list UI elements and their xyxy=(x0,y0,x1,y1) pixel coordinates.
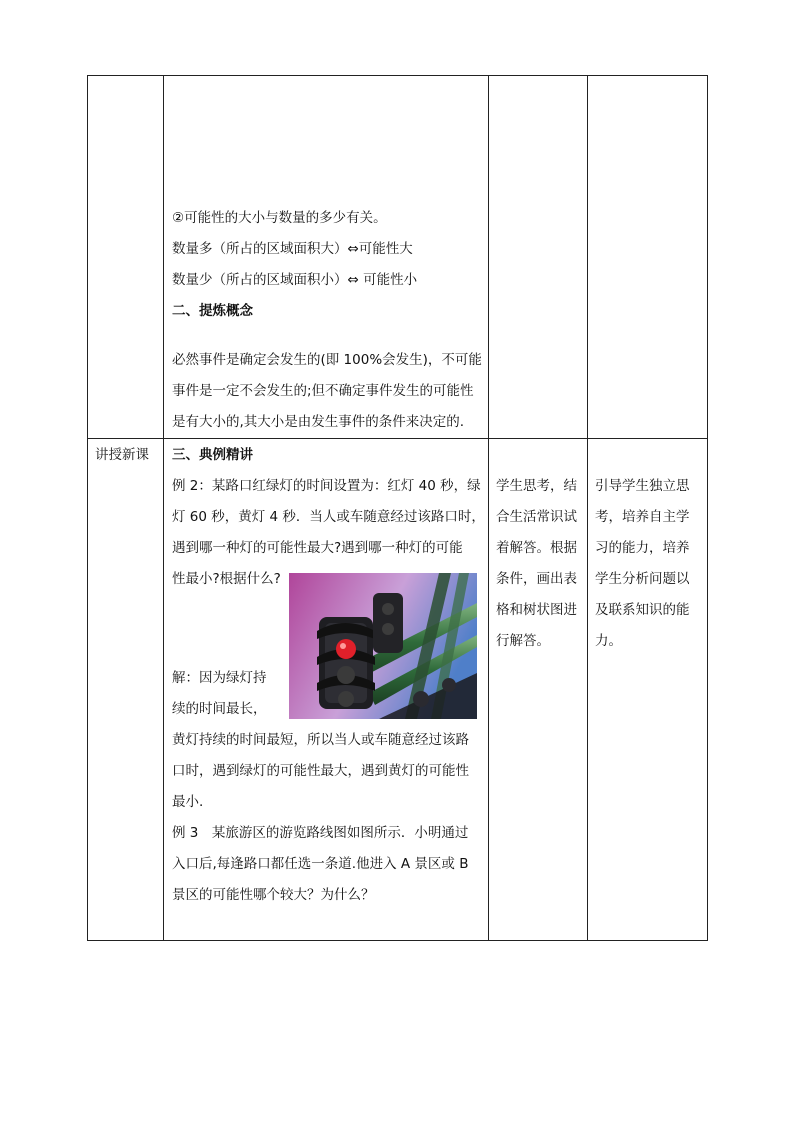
student-activity-cell xyxy=(489,76,588,439)
solution-line: 黄灯持续的时间最短，所以当人或车随意经过该路 xyxy=(172,732,469,748)
design-intent-line: 考，培养自主学 xyxy=(595,509,690,525)
content-line: ②可能性的大小与数量的多少有关。 xyxy=(172,210,387,226)
content-cell xyxy=(164,439,489,941)
example3-line: 例 3 某旅游区的游览路线图如图所示．小明通过 xyxy=(172,825,469,841)
stage-cell xyxy=(88,439,164,941)
example2-line: 灯 60 秒，黄灯 4 秒．当人或车随意经过该路口时， xyxy=(172,509,485,525)
design-intent-line: 及联系知识的能 xyxy=(595,602,690,618)
design-intent-line: 习的能力，培养 xyxy=(595,540,690,556)
table-row xyxy=(88,76,708,439)
student-activity-line: 格和树状图进 xyxy=(496,602,577,618)
section-heading: 二、提炼概念 xyxy=(172,303,253,319)
solution-line: 续的时间最长， xyxy=(172,701,267,717)
design-intent-line: 学生分析问题以 xyxy=(595,571,690,587)
traffic-light-photo xyxy=(289,573,477,719)
solution-line: 最小. xyxy=(172,794,204,810)
example3-line: 入口后,每逢路口都任选一条道.他进入 A 景区或 B xyxy=(172,856,469,872)
concept-line: 必然事件是确定会发生的(即 100%会发生)，不可能 xyxy=(172,352,482,368)
solution-line: 解：因为绿灯持 xyxy=(172,670,267,686)
design-intent-cell xyxy=(588,439,708,941)
stage-cell xyxy=(88,76,164,439)
table-row xyxy=(88,439,708,941)
solution-line: 口时，遇到绿灯的可能性最大，遇到黄灯的可能性 xyxy=(172,763,469,779)
example2-line: 性最小?根据什么? xyxy=(172,571,281,587)
stage-label: 讲授新课 xyxy=(95,447,149,463)
example3-line: 景区的可能性哪个较大？为什么？ xyxy=(172,887,375,903)
design-intent-line: 引导学生独立思 xyxy=(595,478,690,494)
student-activity-line: 行解答。 xyxy=(496,633,550,649)
example2-line: 例 2：某路口红绿灯的时间设置为：红灯 40 秒，绿 xyxy=(172,478,481,494)
student-activity-line: 学生思考，结 xyxy=(496,478,577,494)
section-heading: 三、典例精讲 xyxy=(172,447,253,463)
content-cell xyxy=(164,76,489,439)
lesson-plan-table xyxy=(87,75,708,941)
content-line: 数量多（所占的区域面积大）⇔可能性大 xyxy=(172,241,413,257)
example2-line: 遇到哪一种灯的可能性最大?遇到哪一种灯的可能 xyxy=(172,540,463,556)
student-activity-line: 合生活常识试 xyxy=(496,509,577,525)
student-activity-line: 条件，画出表 xyxy=(496,571,577,587)
concept-line: 事件是一定不会发生的;但不确定事件发生的可能性 xyxy=(172,383,474,399)
design-intent-line: 力。 xyxy=(595,633,622,649)
content-line: 数量少（所占的区域面积小）⇔ 可能性小 xyxy=(172,272,418,288)
design-intent-cell xyxy=(588,76,708,439)
student-activity-cell xyxy=(489,439,588,941)
concept-line: 是有大小的,其大小是由发生事件的条件来决定的. xyxy=(172,414,465,430)
student-activity-line: 着解答。根据 xyxy=(496,540,577,556)
